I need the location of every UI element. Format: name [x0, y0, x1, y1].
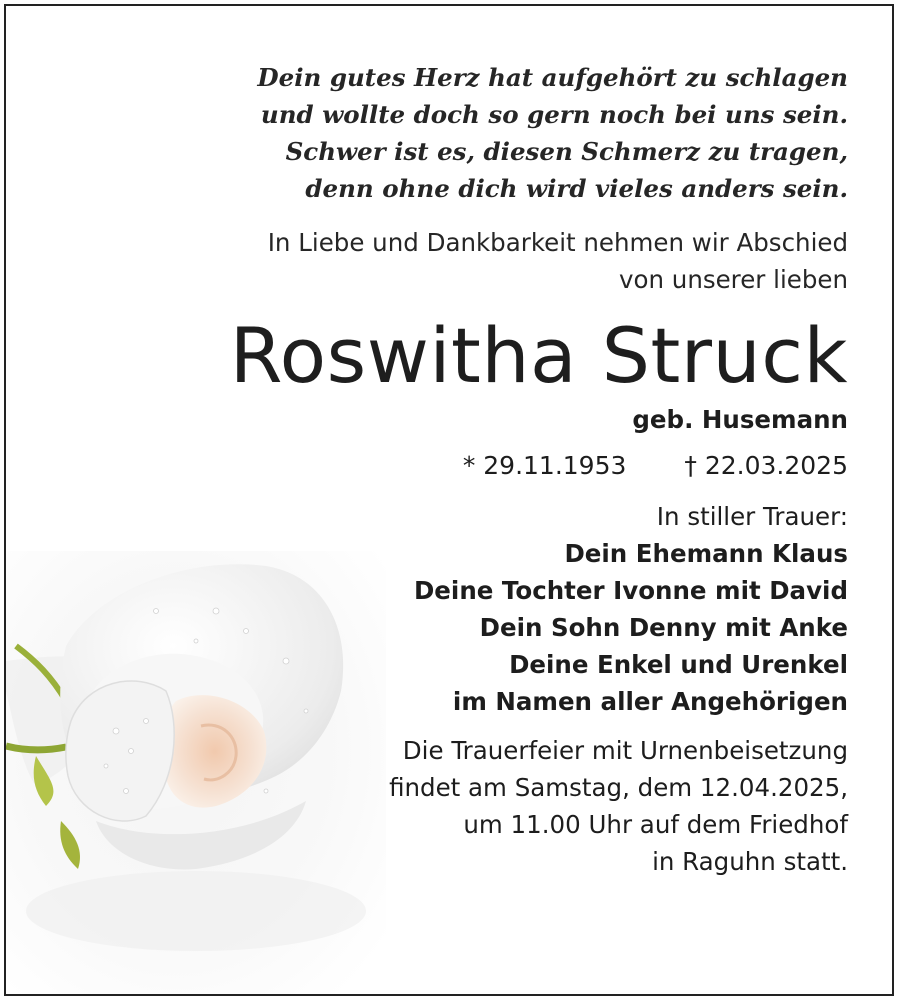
intro-line: In Liebe und Dankbarkeit nehmen wir Abschied: [267, 228, 848, 257]
intro-line: von unserer lieben: [618, 265, 848, 294]
mourner: Dein Ehemann Klaus: [564, 539, 848, 568]
poem-line: Dein gutes Herz hat aufgehört zu schlagen: [257, 63, 848, 92]
ceremony-line: in Raguhn statt.: [652, 847, 848, 876]
intro: [88, 224, 848, 298]
deceased-name: Roswitha Struck: [229, 311, 848, 400]
mourning-label: In stiller Trauer:: [656, 502, 848, 531]
ceremony-line: findet am Samstag, dem 12.04.2025,: [389, 773, 848, 802]
maiden-name: geb. Husemann: [632, 405, 848, 434]
obituary-text: [88, 6, 848, 880]
obituary-frame: [4, 4, 894, 996]
ceremony-info: [88, 732, 848, 880]
death-date: † 22.03.2025: [684, 451, 848, 480]
birth-date: * 29.11.1953: [462, 451, 627, 480]
mourner: Deine Tochter Ivonne mit David: [413, 576, 848, 605]
mourner: Deine Enkel und Urenkel: [509, 650, 848, 679]
mourner: im Namen aller Angehörigen: [452, 687, 848, 716]
poem: [88, 59, 848, 207]
poem-line: denn ohne dich wird vieles anders sein.: [305, 174, 848, 203]
life-dates: [88, 448, 848, 484]
mourner: Dein Sohn Denny mit Anke: [479, 613, 848, 642]
poem-line: und wollte doch so gern noch bei uns sein.: [260, 100, 848, 129]
mourners-list: [88, 535, 848, 720]
ceremony-line: um 11.00 Uhr auf dem Friedhof: [463, 810, 848, 839]
poem-line: Schwer ist es, diesen Schmerz zu tragen,: [285, 137, 848, 166]
ceremony-line: Die Trauerfeier mit Urnenbeisetzung: [402, 736, 848, 765]
